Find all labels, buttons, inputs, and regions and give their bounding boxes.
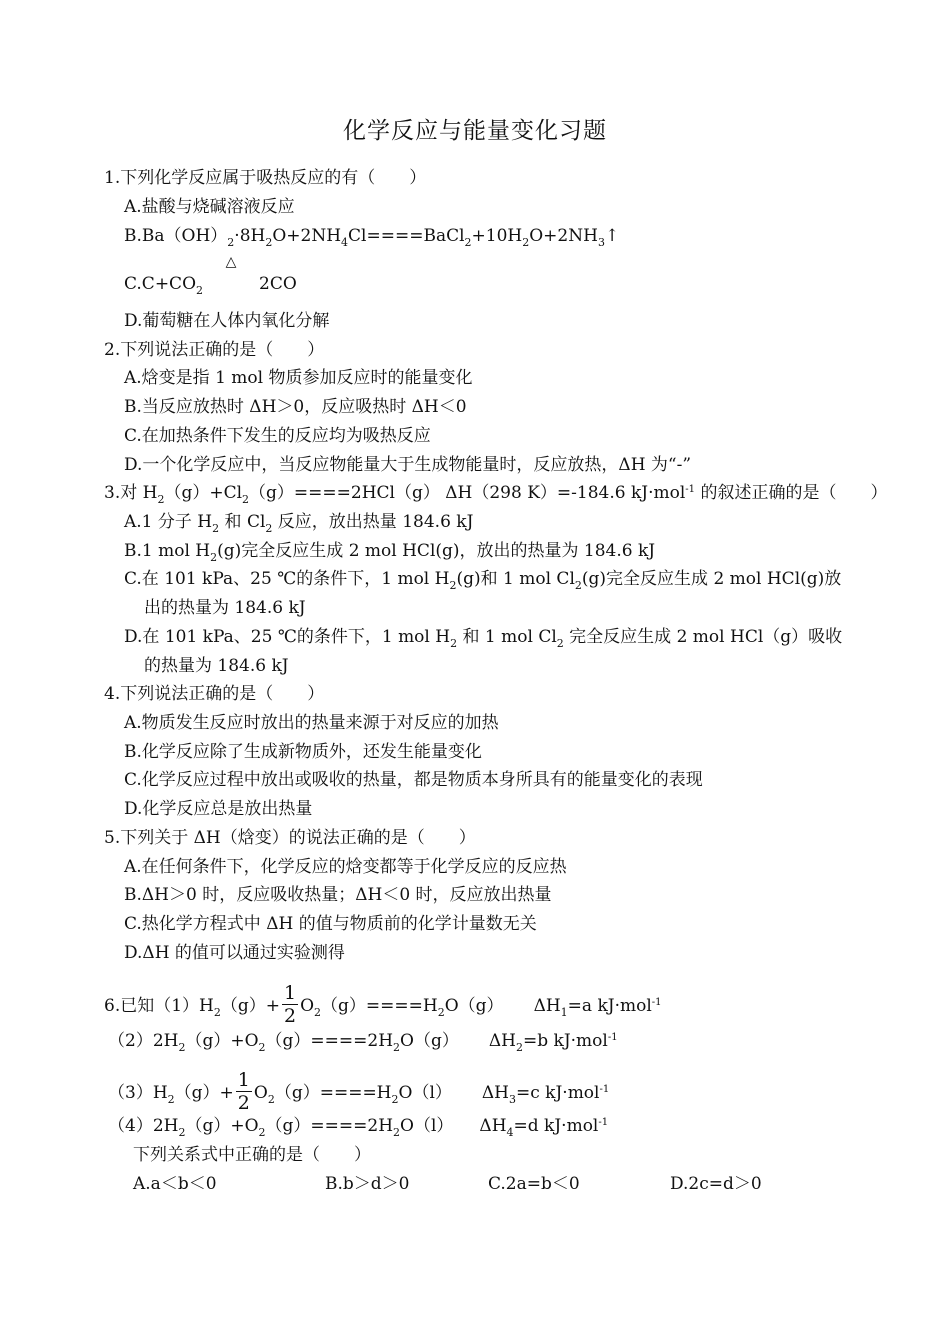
q6-equation-2: $(2)2H_2(g)+O_2(g)====2H_2O(g)$ $\Delta H_2=b$ kJ·mol$^{-1}$	[108, 1031, 618, 1054]
q5-option-c: C.热化学方程式中 ΔH 的值与物质前的化学计量数无关	[124, 914, 537, 934]
q4-option-b: B.化学反应除了生成新物质外，还发生能量变化	[124, 742, 482, 762]
q3-option-c: C.在 101 kPa、25 ℃的条件下，1 mol $H_2(g)$和 1 mol $Cl_2(g)$完全反应生成 2 mol HCl(g)放	[124, 569, 842, 592]
q6-choice-c: C.2a=b＜0	[488, 1174, 580, 1194]
fraction-one-half: $\frac{1}{2}$	[237, 1069, 250, 1114]
q4-stem: 4.下列说法正确的是（ ）	[104, 684, 325, 704]
q5-option-b: B.ΔH＞0 时，反应吸收热量；ΔH＜0 时，反应放出热量	[124, 885, 552, 905]
page-title: 化学反应与能量变化习题	[343, 118, 607, 144]
q1-option-b: $B.Ba(OH)_2\cdot 8H_2O+2NH_4Cl====BaCl_2+10H_2O+2NH_3↑$	[124, 226, 620, 249]
heat-triangle-icon: △	[225, 254, 237, 270]
q3-option-c-continuation: 出的热量为 184.6 kJ	[144, 598, 306, 618]
q6-equation-1: 6.已知$(1)H_2(g)+$ $\frac{1}{2}$ $O_2(g)====H_2O(g)$ $\Delta H_1=a$ kJ·mol$^{-1}$	[104, 982, 662, 1027]
q3-option-d-continuation: 的热量为 184.6 kJ	[144, 656, 289, 676]
q6-equation-4: $(4)2H_2(g)+O_2(g)====2H_2O(l)$ $\Delta H_4=d$ kJ·mol$^{-1}$	[108, 1116, 609, 1139]
q3-option-a: A.1 分子 $H_2$ 和 $Cl_2$ 反应，放出热量 184.6 kJ	[124, 512, 474, 535]
q3-option-d: D.在 101 kPa、25 ℃的条件下，1 mol $H_2$ 和 1 mol $Cl_2$ 完全反应生成 2 mol HCl（g）吸收	[124, 627, 843, 650]
q6-choice-b: B.b＞d＞0	[325, 1174, 410, 1194]
q4-option-c: C.化学反应过程中放出或吸收的热量，都是物质本身所具有的能量变化的表现	[124, 770, 703, 790]
q6-equation-3: $(3)H_2(g)+$ $\frac{1}{2}$ $O_2(g)====H_2O(l)$ $\Delta H_3=c$ kJ·mol$^{-1}$	[108, 1069, 610, 1114]
q6-prompt: 下列关系式中正确的是（ ）	[133, 1145, 371, 1165]
q5-option-d: D.ΔH 的值可以通过实验测得	[124, 943, 345, 963]
q1-option-a: A.盐酸与烧碱溶液反应	[124, 197, 295, 217]
q6-choice-a: A.a＜b＜0	[133, 1174, 217, 1194]
heating-condition	[203, 254, 259, 296]
q2-option-d: D.一个化学反应中，当反应物能量大于生成物能量时，反应放热，ΔH 为“-”	[124, 455, 692, 475]
q3-stem: 3.对 $H_2(g)+Cl_2(g)====2HCl(g)$ ΔH（298 K）=-184.6 kJ·mol$^{-1}$ 的叙述正确的是（ ）	[104, 483, 888, 506]
q2-option-c: C.在加热条件下发生的反应均为吸热反应	[124, 426, 431, 446]
q3-option-b: B.1 mol $H_2(g)$完全反应生成 2 mol HCl(g)，放出的热量为 184.6 kJ	[124, 541, 656, 564]
q1-option-d: D.葡萄糖在人体内氧化分解	[124, 311, 330, 331]
q4-option-a: A.物质发生反应时放出的热量来源于对反应的加热	[124, 713, 499, 733]
q6-choice-d: D.2c=d＞0	[670, 1174, 762, 1194]
q1-option-c: $C.C+CO_2$ △ 2CO	[124, 272, 297, 298]
q4-option-d: D.化学反应总是放出热量	[124, 799, 313, 819]
q5-stem: 5.下列关于 ΔH（焓变）的说法正确的是（ ）	[104, 828, 476, 848]
q2-stem: 2.下列说法正确的是（ ）	[104, 340, 325, 360]
q1-stem: 1.下列化学反应属于吸热反应的有（ ）	[104, 168, 427, 188]
fraction-one-half: $\frac{1}{2}$	[284, 982, 297, 1027]
q5-option-a: A.在任何条件下，化学反应的焓变都等于化学反应的反应热	[124, 857, 567, 877]
q2-option-a: A.焓变是指 1 mol 物质参加反应时的能量变化	[124, 368, 473, 388]
q2-option-b: B.当反应放热时 ΔH＞0，反应吸热时 ΔH＜0	[124, 397, 467, 417]
